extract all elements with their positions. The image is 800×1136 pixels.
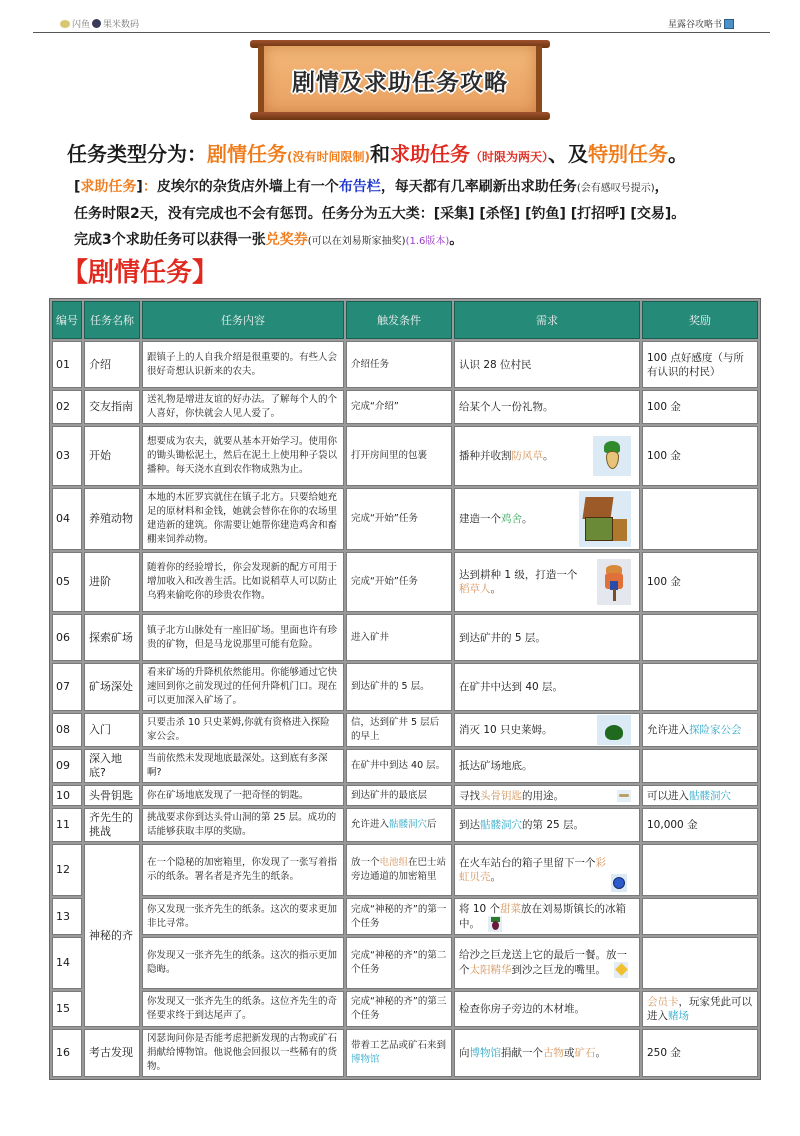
text: 后 bbox=[427, 819, 437, 830]
text: 向 bbox=[459, 1047, 470, 1059]
text: 允许进入 bbox=[647, 724, 689, 736]
text: ，玩家凭此可以进入 bbox=[647, 996, 752, 1022]
col-trigger: 触发条件 bbox=[346, 301, 452, 339]
item-mineral: 矿石 bbox=[574, 1047, 596, 1059]
place-casino: 赌场 bbox=[668, 1010, 689, 1022]
intro-prefix: 任务类型分为： bbox=[67, 142, 207, 166]
table-row bbox=[52, 1029, 758, 1077]
text: ，每天都有几率刷新出求助任务 bbox=[380, 179, 577, 195]
cell-reward bbox=[642, 749, 758, 783]
table-row bbox=[52, 937, 758, 989]
cell-num: 09 bbox=[52, 749, 82, 783]
text: 给沙之巨龙送上它的最后一餐。放一个 bbox=[459, 949, 627, 976]
cell-num: 03 bbox=[52, 426, 82, 486]
cell-name: 交友指南 bbox=[84, 390, 140, 424]
intro-end: 。 bbox=[668, 142, 688, 166]
quest-types-intro bbox=[67, 138, 688, 167]
help-para-line-3 bbox=[74, 229, 463, 249]
cell-trigger: 完成“开始”任务 bbox=[346, 552, 452, 612]
item-club-card: 会员卡 bbox=[647, 996, 679, 1008]
cell-need: 到达矿井的 5 层。 bbox=[454, 614, 640, 661]
item-beet: 甜菜 bbox=[500, 902, 522, 915]
cell-content: 冈瑟询问你是否能考虑把新发现的古物或矿石捐献给博物馆。他说他会回报以一些稀有的货物。 bbox=[142, 1029, 344, 1077]
cell-content: 本地的木匠罗宾就住在镇子北方。只要给她充足的原材料和金钱，她就会替你在你的农场里建造新的建筑。你需要让她帮你建造鸡舍和畜棚来饲养动物。 bbox=[142, 488, 344, 550]
cell-num: 13 bbox=[52, 898, 82, 935]
place-skull-cavern: 骷髅洞穴 bbox=[480, 819, 522, 831]
text: 消灭 10 只史莱姆。 bbox=[459, 724, 553, 736]
place-museum: 博物馆 bbox=[469, 1047, 501, 1059]
story-quest-label: 剧情任务 bbox=[207, 142, 287, 166]
cell-num: 11 bbox=[52, 808, 82, 842]
text: 达到耕种 1 级，打造一个 bbox=[459, 569, 578, 581]
cell-need: 在矿井中达到 40 层。 bbox=[454, 663, 640, 711]
place-museum: 博物馆 bbox=[351, 1054, 380, 1065]
cell-need bbox=[454, 488, 640, 550]
text: 放在刘易斯镇长的冰箱中。 bbox=[459, 902, 627, 930]
cell-num: 02 bbox=[52, 390, 82, 424]
text: 皮埃尔的杂货店外墙上有一个 bbox=[156, 179, 339, 195]
text: 可以进入 bbox=[647, 789, 689, 802]
cell-name: 探索矿场 bbox=[84, 614, 140, 661]
cell-name: 开始 bbox=[84, 426, 140, 486]
bulletin-board-term: 布告栏 bbox=[338, 179, 381, 195]
item-parsnip: 防风草 bbox=[511, 450, 543, 462]
help-para-line-2: 任务时限2天，没有完成也不会有惩罚。任务分为五大类：[采集] [杀怪] [钓鱼] [打招呼] [交易]。 bbox=[74, 206, 686, 222]
cell-num: 16 bbox=[52, 1029, 82, 1077]
table-row bbox=[52, 898, 758, 935]
cell-reward: 100 金 bbox=[642, 552, 758, 612]
cell-num: 05 bbox=[52, 552, 82, 612]
cell-trigger: 介绍任务 bbox=[346, 341, 452, 388]
skull-key-icon bbox=[617, 790, 631, 802]
cell-name: 介绍 bbox=[84, 341, 140, 388]
cell-name: 齐先生的挑战 bbox=[84, 808, 140, 842]
table-row bbox=[52, 426, 758, 486]
page-title: 剧情及求助任务攻略 bbox=[292, 69, 508, 96]
cell-name: 入门 bbox=[84, 713, 140, 747]
brand-name-2: 果米数码 bbox=[103, 20, 140, 30]
text: 。 bbox=[522, 513, 533, 525]
cell-num: 01 bbox=[52, 341, 82, 388]
cell-need bbox=[454, 1029, 640, 1077]
cell-need: 抵达矿场地底。 bbox=[454, 749, 640, 783]
cell-trigger: 打开房间里的包裹 bbox=[346, 426, 452, 486]
text: 。 bbox=[490, 583, 501, 595]
table-row bbox=[52, 488, 758, 550]
cell-content: 你发现又一张齐先生的纸条。这位齐先生的奇怪要求终于到达尾声了。 bbox=[142, 991, 344, 1027]
cell-reward bbox=[642, 663, 758, 711]
cell-reward: 100 点好感度（与所有认识的村民） bbox=[642, 341, 758, 388]
cell-content: 送礼物是增进友谊的好办法。了解每个人的个人喜好，你快就会人见人爱了。 bbox=[142, 390, 344, 424]
table-row bbox=[52, 713, 758, 747]
cell-need bbox=[454, 426, 640, 486]
slime-icon bbox=[597, 715, 631, 745]
rainbow-shell-icon bbox=[611, 874, 627, 892]
cell-need bbox=[454, 808, 640, 842]
cell-num: 10 bbox=[52, 785, 82, 806]
cell-content: 只要击杀 10 只史莱姆,你就有资格进入探险家公会。 bbox=[142, 713, 344, 747]
section-title: 【剧情任务】 bbox=[62, 258, 219, 288]
help-label: 求助任务 bbox=[80, 179, 137, 195]
table-row bbox=[52, 614, 758, 661]
item-battery-pack: 电池组 bbox=[379, 857, 409, 868]
cell-content: 跟镇子上的人自我介绍是很重要的。有些人会很好奇想认识新来的农夫。 bbox=[142, 341, 344, 388]
cell-content: 你在矿场地底发现了一把奇怪的钥匙。 bbox=[142, 785, 344, 806]
cell-name: 进阶 bbox=[84, 552, 140, 612]
cell-need bbox=[454, 937, 640, 989]
text: 。 bbox=[543, 450, 554, 462]
text: 放一个 bbox=[351, 857, 380, 868]
cell-content: 想要成为农夫，就要从基本开始学习。使用你的锄头锄松泥土，然后在泥土上使用种子袋以播种。每天浇水直到农作物成熟为止。 bbox=[142, 426, 344, 486]
table-row bbox=[52, 663, 758, 711]
text: 捐献一个 bbox=[501, 1047, 543, 1059]
text: ， bbox=[654, 179, 669, 195]
item-artifact: 古物 bbox=[543, 1047, 564, 1059]
cell-content: 你发现又一张齐先生的纸条。这次的指示更加隐晦。 bbox=[142, 937, 344, 989]
table-row bbox=[52, 552, 758, 612]
cell-trigger: 信，达到矿井 5 层后的早上 bbox=[346, 713, 452, 747]
col-name: 任务名称 bbox=[84, 301, 140, 339]
cell-content: 在一个隐秘的加密箱里，你发现了一张写着指示的纸条。署名者是齐先生的纸条。 bbox=[142, 844, 344, 896]
table-row bbox=[52, 749, 758, 783]
beet-icon bbox=[488, 916, 502, 932]
help-para-line-1 bbox=[74, 176, 669, 196]
text: 在火车站台的箱子里留下一个 bbox=[459, 857, 596, 869]
text: 播种并收割 bbox=[459, 450, 512, 462]
fish-logo-icon bbox=[60, 20, 70, 28]
story-quest-note: (没有时间限制) bbox=[287, 150, 370, 164]
bracket: [ bbox=[74, 179, 81, 195]
note: (可以在刘易斯家抽奖) bbox=[307, 236, 406, 247]
cell-num: 14 bbox=[52, 937, 82, 989]
brand-left bbox=[60, 17, 139, 30]
cell-num: 06 bbox=[52, 614, 82, 661]
col-reward: 奖励 bbox=[642, 301, 758, 339]
help-quest-label: 求助任务 bbox=[389, 142, 470, 166]
cell-reward: 100 金 bbox=[642, 390, 758, 424]
cell-num: 12 bbox=[52, 844, 82, 896]
col-content: 任务内容 bbox=[142, 301, 344, 339]
cell-need bbox=[454, 713, 640, 747]
cell-name: 头骨钥匙 bbox=[84, 785, 140, 806]
cell-need: 认识 28 位村民 bbox=[454, 341, 640, 388]
cell-content: 随着你的经验增长，你会发现新的配方可用于增加收入和改善生活。比如说稻草人可以防止乌鸦来偷吃你的珍贵农作物。 bbox=[142, 552, 344, 612]
item-solar-essence: 太阳精华 bbox=[469, 964, 512, 976]
cell-reward bbox=[642, 785, 758, 806]
item-skull-key: 头骨钥匙 bbox=[480, 789, 522, 802]
parsnip-icon bbox=[593, 436, 631, 476]
text: 或 bbox=[564, 1047, 575, 1059]
place-skull-cavern: 骷髅洞穴 bbox=[389, 819, 428, 830]
item-rainbow-shell: 彩虹贝壳 bbox=[459, 857, 606, 883]
cell-reward: 250 金 bbox=[642, 1029, 758, 1077]
cell-need: 检查你房子旁边的木材堆。 bbox=[454, 991, 640, 1027]
cell-trigger: 到达矿井的最底层 bbox=[346, 785, 452, 806]
title-banner bbox=[250, 40, 550, 120]
cell-name: 神秘的齐 bbox=[84, 844, 140, 1027]
cell-need: 给某个人一份礼物。 bbox=[454, 390, 640, 424]
cell-need bbox=[454, 552, 640, 612]
note: (会有感叹号提示) bbox=[576, 183, 655, 194]
book-avatar-icon bbox=[724, 19, 734, 29]
scroll-panel bbox=[258, 46, 542, 114]
bracket: ] bbox=[136, 179, 143, 195]
cell-reward bbox=[642, 713, 758, 747]
col-need: 需求 bbox=[454, 301, 640, 339]
cell-content: 镇子北方山脉处有一座旧矿场。里面也许有珍贵的矿物，但是马龙说那里可能有危险。 bbox=[142, 614, 344, 661]
table-row bbox=[52, 390, 758, 424]
book-title bbox=[668, 17, 734, 30]
cell-content: 当前依然未发现地底最深处。这到底有多深啊? bbox=[142, 749, 344, 783]
colon: ： bbox=[142, 179, 157, 195]
help-quest-note: （时限为两天） bbox=[469, 150, 548, 164]
cell-trigger bbox=[346, 1029, 452, 1077]
story-quest-table bbox=[49, 298, 761, 1080]
table-row bbox=[52, 785, 758, 806]
text: 到沙之巨龙的嘴里。 bbox=[511, 964, 606, 976]
text: 的第 25 层。 bbox=[522, 819, 585, 831]
scarecrow-icon bbox=[597, 559, 631, 605]
cell-reward bbox=[642, 488, 758, 550]
cell-num: 08 bbox=[52, 713, 82, 747]
cell-trigger: 完成“神秘的齐”的第三个任务 bbox=[346, 991, 452, 1027]
building-coop: 鸡舍 bbox=[501, 513, 522, 525]
cell-reward bbox=[642, 937, 758, 989]
text: 将 10 个 bbox=[459, 902, 501, 915]
text: 。 bbox=[449, 232, 464, 248]
special-quest-label: 特别任务 bbox=[588, 142, 668, 166]
item-scarecrow: 稻草人 bbox=[459, 583, 491, 595]
cell-name: 考古发现 bbox=[84, 1029, 140, 1077]
book-name: 星露谷攻略书 bbox=[668, 20, 723, 30]
text: 的用途。 bbox=[522, 789, 564, 802]
table-row bbox=[52, 991, 758, 1027]
cell-name: 矿场深处 bbox=[84, 663, 140, 711]
cell-trigger bbox=[346, 844, 452, 896]
mi-logo-icon bbox=[92, 19, 101, 28]
text: 允许进入 bbox=[351, 819, 390, 830]
cell-content: 你又发现一张齐先生的纸条。这次的要求更加非比寻常。 bbox=[142, 898, 344, 935]
header-divider bbox=[33, 32, 770, 33]
cell-reward bbox=[642, 844, 758, 896]
cell-need bbox=[454, 898, 640, 935]
solar-essence-icon bbox=[614, 962, 628, 978]
text: 。 bbox=[490, 871, 501, 883]
cell-num: 15 bbox=[52, 991, 82, 1027]
text: 完成3个求助任务可以获得一张 bbox=[74, 232, 266, 248]
cell-reward: 10,000 金 bbox=[642, 808, 758, 842]
scroll-pole-bottom bbox=[250, 112, 550, 120]
version-note: (1.6版本) bbox=[405, 236, 450, 247]
cell-trigger bbox=[346, 808, 452, 842]
table-row bbox=[52, 844, 758, 896]
cell-name: 深入地底? bbox=[84, 749, 140, 783]
place-skull-cavern: 骷髅洞穴 bbox=[689, 789, 731, 802]
cell-content: 挑战要求你到达头骨山洞的第 25 层。成功的话能够获取丰厚的奖励。 bbox=[142, 808, 344, 842]
text: 寻找 bbox=[459, 789, 480, 802]
text: 建造一个 bbox=[459, 513, 501, 525]
coop-icon bbox=[579, 491, 631, 547]
cell-reward bbox=[642, 614, 758, 661]
cell-trigger: 到达矿井的 5 层。 bbox=[346, 663, 452, 711]
text: 到达 bbox=[459, 819, 480, 831]
col-num: 编号 bbox=[52, 301, 82, 339]
cell-reward bbox=[642, 898, 758, 935]
cell-num: 07 bbox=[52, 663, 82, 711]
cell-reward: 100 金 bbox=[642, 426, 758, 486]
cell-trigger: 完成“开始”任务 bbox=[346, 488, 452, 550]
cell-trigger: 完成“神秘的齐”的第一个任务 bbox=[346, 898, 452, 935]
intro-and: 和 bbox=[369, 142, 390, 166]
coupon-term: 兑奖券 bbox=[265, 232, 308, 248]
table-row bbox=[52, 808, 758, 842]
text: 在巴士站旁边通道的加密箱里 bbox=[351, 857, 447, 882]
text: 。 bbox=[595, 1047, 606, 1059]
cell-name: 养殖动物 bbox=[84, 488, 140, 550]
place-adventurers-guild: 探险家公会 bbox=[689, 724, 742, 736]
cell-trigger: 完成“介绍” bbox=[346, 390, 452, 424]
table-row bbox=[52, 341, 758, 388]
intro-sep: 、及 bbox=[548, 142, 588, 166]
table-header-row bbox=[52, 301, 758, 339]
cell-trigger: 在矿井中到达 40 层。 bbox=[346, 749, 452, 783]
cell-num: 04 bbox=[52, 488, 82, 550]
cell-content: 看来矿场的升降机依然能用。你能够通过它快速回到你之前发现过的任何升降机门口。现在可以更加深入矿场了。 bbox=[142, 663, 344, 711]
text: 带着工艺品或矿石来到 bbox=[351, 1040, 447, 1051]
cell-trigger: 完成“神秘的齐”的第二个任务 bbox=[346, 937, 452, 989]
brand-name-1: 闪鱼 bbox=[72, 20, 91, 30]
cell-reward bbox=[642, 991, 758, 1027]
cell-trigger: 进入矿井 bbox=[346, 614, 452, 661]
cell-need bbox=[454, 785, 640, 806]
cell-need bbox=[454, 844, 640, 896]
